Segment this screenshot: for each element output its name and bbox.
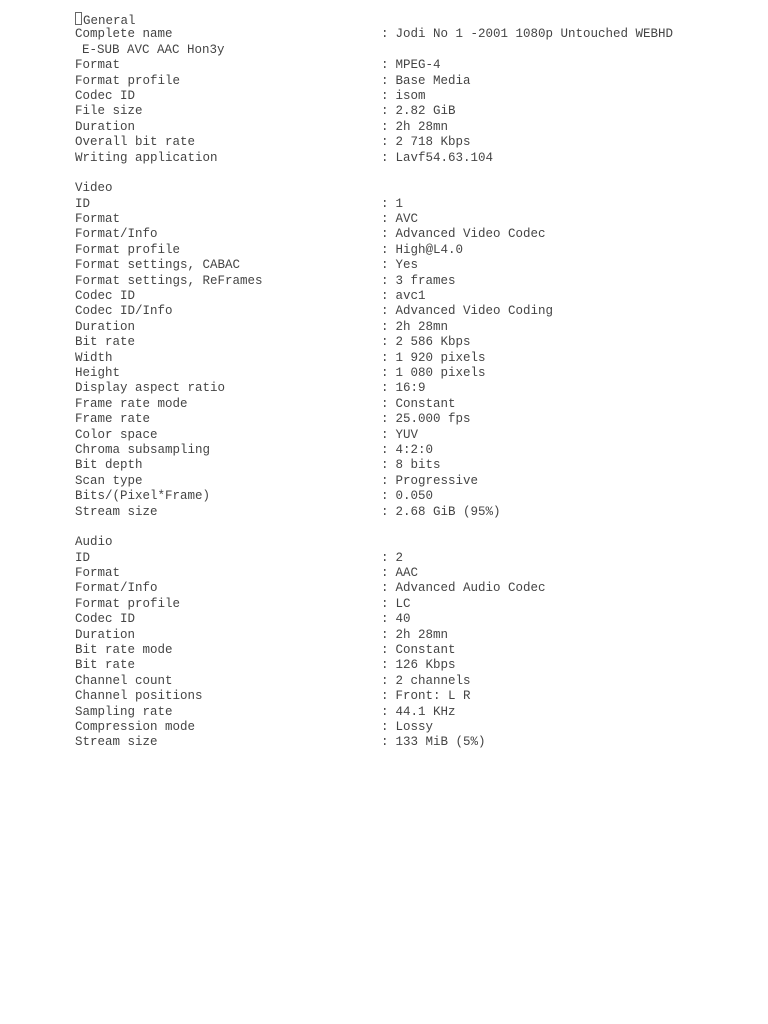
info-row bbox=[75, 274, 755, 289]
info-row bbox=[75, 197, 755, 212]
info-value: : 2 bbox=[381, 550, 404, 565]
info-row bbox=[75, 428, 755, 443]
info-value: : 126 Kbps bbox=[381, 658, 456, 673]
info-value: : Base Media bbox=[381, 73, 471, 88]
info-value: : Advanced Audio Codec bbox=[381, 581, 546, 596]
info-key: Bit rate bbox=[75, 658, 136, 673]
info-row bbox=[75, 243, 755, 258]
info-key: Height bbox=[75, 365, 121, 380]
info-key: Format settings, ReFrames bbox=[75, 273, 263, 288]
info-value: : LC bbox=[381, 596, 411, 611]
info-value: : 133 MiB (5%) bbox=[381, 735, 486, 750]
info-row bbox=[75, 674, 755, 689]
info-row bbox=[75, 320, 755, 335]
info-key: Sampling rate bbox=[75, 704, 173, 719]
info-row bbox=[75, 658, 755, 673]
info-value: : 1 920 pixels bbox=[381, 350, 486, 365]
info-row bbox=[75, 258, 755, 273]
info-value: : 1 bbox=[381, 196, 404, 211]
info-row bbox=[75, 397, 755, 412]
info-row bbox=[75, 304, 755, 319]
info-key: ID bbox=[75, 196, 91, 211]
info-value: : AAC bbox=[381, 566, 419, 581]
info-value: : YUV bbox=[381, 427, 419, 442]
info-key: Format settings, CABAC bbox=[75, 258, 241, 273]
info-key: Format bbox=[75, 566, 121, 581]
info-value: : Lavf54.63.104 bbox=[381, 150, 494, 165]
info-value: : Advanced Video Coding bbox=[381, 304, 554, 319]
info-key: Duration bbox=[75, 627, 136, 642]
info-key: Bit depth bbox=[75, 458, 143, 473]
info-row bbox=[75, 720, 755, 735]
info-key: ID bbox=[75, 550, 91, 565]
info-key: Width bbox=[75, 350, 113, 365]
info-value: : AVC bbox=[381, 212, 419, 227]
info-row bbox=[75, 597, 755, 612]
info-row bbox=[75, 581, 755, 596]
info-value: : 16:9 bbox=[381, 381, 426, 396]
missing-glyph-icon bbox=[75, 12, 82, 25]
info-key: Bit rate bbox=[75, 335, 136, 350]
info-value: : Yes bbox=[381, 258, 419, 273]
section-spacer bbox=[75, 520, 755, 535]
info-row bbox=[75, 612, 755, 627]
info-row bbox=[75, 566, 755, 581]
info-row bbox=[75, 551, 755, 566]
info-key: File size bbox=[75, 104, 143, 119]
info-row bbox=[75, 689, 755, 704]
info-key: Format bbox=[75, 58, 121, 73]
info-key: Format/Info bbox=[75, 227, 158, 242]
info-value: : 44.1 KHz bbox=[381, 704, 456, 719]
video-rows bbox=[75, 197, 755, 520]
info-row bbox=[75, 89, 755, 104]
info-key: Channel count bbox=[75, 673, 173, 688]
info-key: Duration bbox=[75, 119, 136, 134]
info-value: : isom bbox=[381, 88, 426, 103]
info-value: : High@L4.0 bbox=[381, 242, 464, 257]
info-row bbox=[75, 458, 755, 473]
info-key: Codec ID bbox=[75, 289, 136, 304]
info-row bbox=[75, 104, 755, 119]
info-row bbox=[75, 227, 755, 242]
info-value-continuation: E-SUB AVC AAC Hon3y bbox=[82, 42, 225, 57]
info-key: Codec ID bbox=[75, 612, 136, 627]
info-row bbox=[75, 412, 755, 427]
section-heading-general: General bbox=[75, 12, 755, 27]
info-value: : 4:2:0 bbox=[381, 442, 434, 457]
info-key: Stream size bbox=[75, 504, 158, 519]
info-value: : Lossy bbox=[381, 719, 434, 734]
info-row-complete-name bbox=[75, 27, 755, 42]
info-value: : MPEG-4 bbox=[381, 58, 441, 73]
video-section bbox=[75, 181, 755, 520]
info-key: Chroma subsampling bbox=[75, 442, 211, 457]
info-key: Format bbox=[75, 212, 121, 227]
info-key: Format profile bbox=[75, 242, 181, 257]
info-row bbox=[75, 643, 755, 658]
info-row bbox=[75, 335, 755, 350]
info-key: Format profile bbox=[75, 73, 181, 88]
info-row bbox=[75, 381, 755, 396]
info-key: Format profile bbox=[75, 596, 181, 611]
info-value: : Jodi No 1 -2001 1080p Untouched WEBHD bbox=[381, 27, 674, 42]
info-key: Frame rate bbox=[75, 412, 151, 427]
info-key: Scan type bbox=[75, 473, 143, 488]
section-heading-audio: Audio bbox=[75, 535, 113, 550]
info-key: Frame rate mode bbox=[75, 396, 188, 411]
info-row bbox=[75, 489, 755, 504]
info-key: Codec ID bbox=[75, 88, 136, 103]
info-key: Bit rate mode bbox=[75, 643, 173, 658]
info-row bbox=[75, 366, 755, 381]
info-value: : Constant bbox=[381, 643, 456, 658]
info-row bbox=[75, 474, 755, 489]
info-row bbox=[75, 58, 755, 73]
section-spacer bbox=[75, 166, 755, 181]
info-key: Writing application bbox=[75, 150, 218, 165]
info-value: : 8 bits bbox=[381, 458, 441, 473]
info-value: : 2 718 Kbps bbox=[381, 135, 471, 150]
audio-section bbox=[75, 535, 755, 750]
info-row bbox=[75, 628, 755, 643]
info-value: : 3 frames bbox=[381, 273, 456, 288]
section-heading-video: Video bbox=[75, 181, 113, 196]
info-value: : Front: L R bbox=[381, 689, 471, 704]
info-row bbox=[75, 151, 755, 166]
info-value: : 25.000 fps bbox=[381, 412, 471, 427]
info-value: : 1 080 pixels bbox=[381, 365, 486, 380]
info-value: : 2.68 GiB (95%) bbox=[381, 504, 501, 519]
info-key: Format/Info bbox=[75, 581, 158, 596]
info-row bbox=[75, 735, 755, 750]
info-value: : 2 channels bbox=[381, 673, 471, 688]
info-key: Complete name bbox=[75, 27, 173, 42]
info-key: Codec ID/Info bbox=[75, 304, 173, 319]
info-key: Compression mode bbox=[75, 719, 196, 734]
info-value: : avc1 bbox=[381, 289, 426, 304]
info-key: Display aspect ratio bbox=[75, 381, 226, 396]
info-key: Duration bbox=[75, 319, 136, 334]
info-row bbox=[75, 135, 755, 150]
info-key: Color space bbox=[75, 427, 158, 442]
info-row bbox=[75, 505, 755, 520]
general-rows bbox=[75, 58, 755, 166]
info-value: : 2h 28mn bbox=[381, 119, 449, 134]
info-value: : 2h 28mn bbox=[381, 319, 449, 334]
info-row bbox=[75, 74, 755, 89]
info-row bbox=[75, 212, 755, 227]
info-key: Overall bit rate bbox=[75, 135, 196, 150]
mediainfo-document bbox=[75, 12, 755, 751]
info-value: : 2 586 Kbps bbox=[381, 335, 471, 350]
info-value: : 0.050 bbox=[381, 489, 434, 504]
info-row bbox=[75, 443, 755, 458]
info-key: Stream size bbox=[75, 735, 158, 750]
info-value: : 2h 28mn bbox=[381, 627, 449, 642]
audio-rows bbox=[75, 551, 755, 751]
info-value: : 40 bbox=[381, 612, 411, 627]
info-row bbox=[75, 351, 755, 366]
info-value: : Progressive bbox=[381, 473, 479, 488]
info-value: : Constant bbox=[381, 396, 456, 411]
info-value: : 2.82 GiB bbox=[381, 104, 456, 119]
info-key: Bits/(Pixel*Frame) bbox=[75, 489, 211, 504]
info-row bbox=[75, 289, 755, 304]
info-row bbox=[75, 705, 755, 720]
general-section bbox=[75, 12, 755, 166]
info-value: : Advanced Video Codec bbox=[381, 227, 546, 242]
info-key: Channel positions bbox=[75, 689, 203, 704]
info-row bbox=[75, 120, 755, 135]
